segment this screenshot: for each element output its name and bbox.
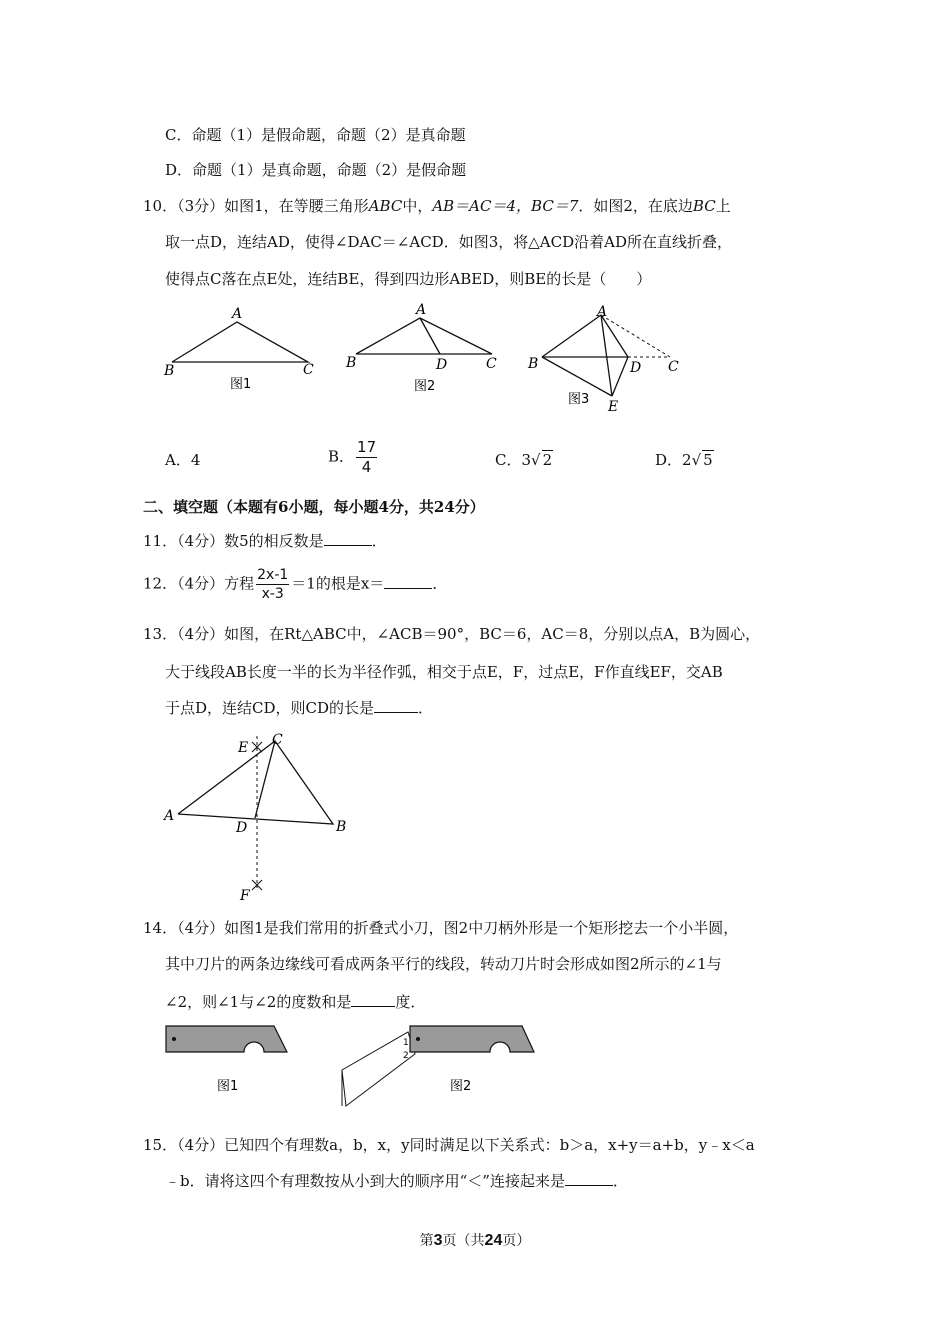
q10-line2: 取一点D，连结AD，使得∠DAC＝∠ACD．如图3，将△ACD沿着AD所在直线折叠，	[165, 233, 732, 251]
q10-figure-3	[527, 304, 679, 415]
q14-line3: ∠2，则∠1与∠2的度数和是 度．	[165, 993, 426, 1011]
page-footer: 第3页（共24页）	[419, 1232, 531, 1249]
q10-figure-2	[345, 302, 497, 394]
fig2-label-a: A	[416, 302, 427, 318]
q11: 11．（4分）数5的相反数是 ．	[143, 532, 387, 550]
q10-option-c: C．3√ 2	[495, 451, 553, 469]
q10-figure-1	[163, 306, 314, 392]
q14-angle-2: 2	[403, 1051, 409, 1061]
fig3-caption: 图3	[568, 392, 590, 407]
q9-option-d: D．命题（1）是真命题，命题（2）是假命题	[165, 161, 467, 179]
q10-option-b: B． $\frac{17}{4}$	[328, 438, 377, 476]
fig2-caption: 图2	[414, 379, 436, 394]
fig3-label-c: C	[668, 359, 679, 375]
q11-answer-blank	[324, 531, 372, 546]
q10-figures	[160, 300, 700, 420]
q10-line1: 10．（3分）如图1，在等腰三角形ABC中，AB＝AC＝4，BC＝7．如图2，在底边BC上	[143, 197, 731, 215]
q13-line1: 13．（4分）如图，在Rt△ABC中，∠ACB＝90°，BC＝6，AC＝8，分别以点A，B为圆心，	[143, 625, 761, 643]
q13-label-b: B	[336, 819, 347, 835]
q13-label-d: D	[236, 820, 248, 836]
q10-option-d: D．2√ 5	[655, 451, 713, 469]
q14-line1: 14．（4分）如图1是我们常用的折叠式小刀，图2中刀柄外形是一个矩形挖去一个小半圆，	[143, 919, 739, 937]
fig3-label-e: E	[608, 399, 619, 415]
fig2-label-c: C	[486, 356, 497, 372]
q14-line2: 其中刀片的两条边缘线可看成两条平行的线段，转动刀片时会形成如图2所示的∠1与	[165, 955, 722, 973]
q13-figure	[160, 728, 360, 908]
q14-figure-1	[166, 1026, 287, 1094]
current-page: 3	[433, 1232, 443, 1249]
fig2-label-b: B	[346, 355, 357, 371]
fig3-label-d: D	[630, 360, 642, 376]
q14-answer-blank	[351, 992, 395, 1007]
q10-option-a: A．4	[165, 451, 201, 469]
fig1-label-c: C	[303, 362, 314, 378]
q12-answer-blank	[384, 574, 432, 589]
q14-figures	[160, 1018, 550, 1113]
q10-line3: 使得点C落在点E处，连结BE，得到四边形ABED，则BE的长是（ ）	[165, 270, 652, 288]
fig3-label-b: B	[528, 356, 539, 372]
fig2-label-d: D	[436, 357, 448, 373]
q13-label-c: C	[272, 732, 283, 748]
q15-line1: 15．（4分）已知四个有理数a，b，x，y同时满足以下关系式：b＞a，x+y＝a+b，y﹣x＜a	[143, 1136, 755, 1154]
q14-fig1-caption: 图1	[217, 1079, 239, 1094]
q13-label-e: E	[238, 740, 249, 756]
fig1-caption: 图1	[230, 377, 252, 392]
q15-line2: ﹣b．请将这四个有理数按从小到大的顺序用“＜”连接起来是 ．	[165, 1172, 628, 1190]
q14-figure-2	[342, 1026, 534, 1106]
q14-fig2-caption: 图2	[450, 1079, 472, 1094]
q13-label-f: F	[240, 888, 250, 904]
q12: 12．（4分）方程 $\frac{2x-1}{x-3}$ ＝1的根是x＝ ．	[143, 567, 448, 602]
fig1-label-a: A	[232, 306, 243, 322]
q15-answer-blank	[565, 1171, 613, 1186]
total-pages: 24	[484, 1232, 503, 1249]
q9-option-c: C．命题（1）是假命题，命题（2）是真命题	[165, 126, 466, 144]
q13-line2: 大于线段AB长度一半的长为半径作弧，相交于点E，F，过点E，F作直线EF，交AB	[165, 663, 723, 681]
q13-line3: 于点D，连结CD，则CD的长是 ．	[165, 699, 434, 717]
q13-answer-blank	[374, 698, 418, 713]
section-2-heading: 二、填空题（本题有6小题，每小题4分，共24分）	[143, 498, 485, 516]
fig1-label-b: B	[164, 363, 175, 379]
q13-label-a: A	[164, 808, 175, 824]
fig3-label-a: A	[597, 304, 608, 320]
q14-angle-1: 1	[403, 1038, 409, 1048]
